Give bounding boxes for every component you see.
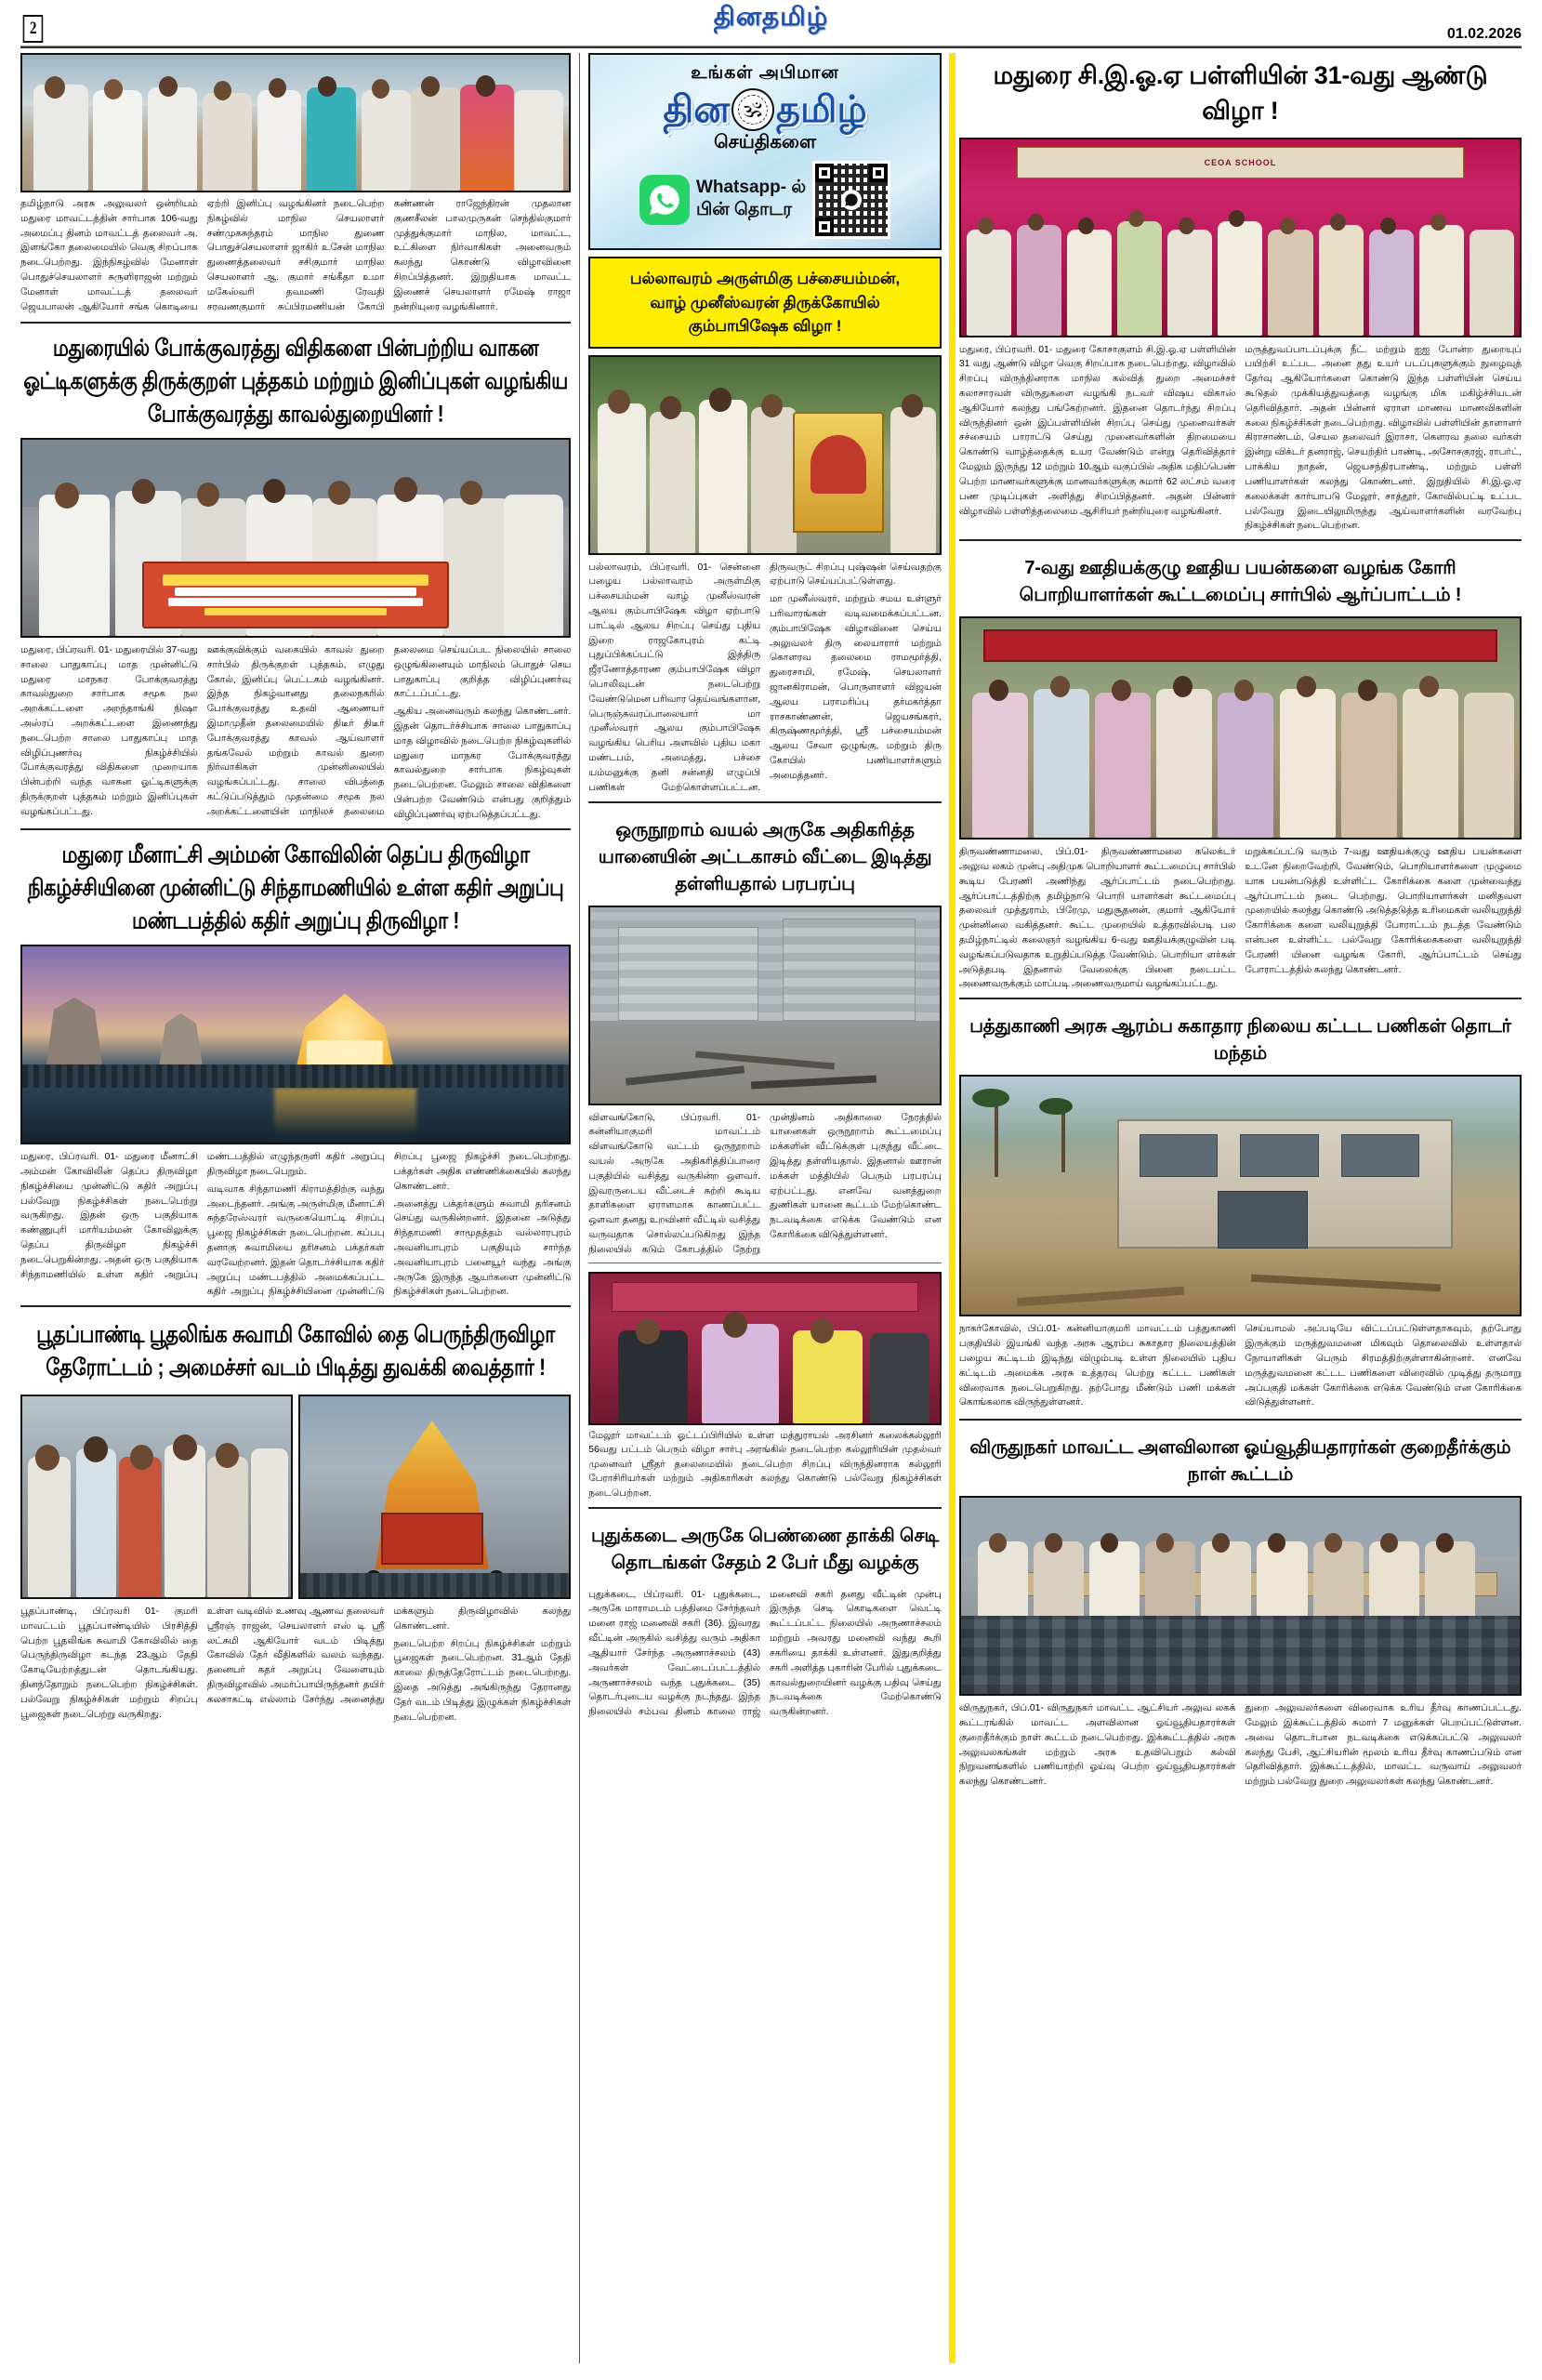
story-text-col1: மதுரை, பிப்ரவரி. 01- மதுரை கோசாகுளம் சி.இ.ஓ.ஏ பள்ளியின் 31 வது ஆண்டு விழா வெகு சிறப்பாக நடைபெற்றது. விழாவில் சிறப்பு விருந்தினராக மாநில கல்வித் துறை அமைச்சர் கலாசாரவள் விருதுகளை வழங்கி நடவர் விஷய விகாஸ் ஆகியோர் கலந்து பங்கேற்றனர். இதனை தொடர்ந்து சிறப்பு விருந்தினர் ஒன் இப்பள்ளியின் சிறப்பு செய்து முனைவர்கள் சச்சையம் பாராட்டு செய்து முனைவர்களின் திறமையை கொண்டு வாழ்த்தைக்கு உயர வேண்டும் என்று தெரிவித்தார் மேலும் இருந்து 12 மற்றும் 10ஆம் வகுப்பில் அதிக மதிப்பெண் பெற்ற மாணவர்களுக்கு மானவர்களுக்கு சுமார் 62 லட்சம் வரை பண முடிப்புகள் அளித்து சிறப்பித்தனர். அதன் பின்னர் விழாவில் பள்ளித்தலைமை ஆசிரியர் நன்றியுரை வழங்கினர். <box>958 344 1236 517</box>
story-text-col1: பல்லாவரம், பிப்ரவரி. 01- சென்னை பழைய பல்லாவரம் அருள்மிகு பச்சையம்மன் வாழ் முனீஸ்வரன் ஆலய கும்பாபிஷேக விழா ஏற்பாடு பாட்டில் ஆலய சிறப்பு செய்து புதிய இறை ராஜகோபுரம் கட்டி புதுப்பிக்கப்பட்டு இத்திரு ஜீரணோத்தாரண கும்பாபிஷேக விழா பொலிவுடன் நடைபெற்று வேண்டுமென பரிவார தெய்வங்களான, பெருஞ்சுவரப்பாலையார் மா முனீஸ்வரர் ஆலய கும்பாபிஷேக வழங்கிய பெரிய அளவில் புதிய மகா மண்டபம், அமைத்து, பச்சை யம்மனுக்கு தனி சன்னதி எழுப்பி பணிகள் மேற்கொள்ளப்பட்டன. திருவருட் சிறப்பு புஷ்ஷன் செய்வதற்கு ஏற்பாடு செய்யப்பட்டுள்ளது. <box>588 562 942 793</box>
yellow-accent-bar <box>949 53 956 2363</box>
story-kumbabishekam-body <box>588 561 942 796</box>
logo-text-left: தின <box>663 89 731 130</box>
headline-meenakshi-float-festival: மதுரை மீனாட்சி அம்மன் கோவிலின் தெப்ப திருவிழா நிகழ்ச்சியினை முன்னிட்டு சிந்தாமணியில் உள்ள கதிர் அறுப்பு மண்டபத்தில் கதிர் அறுப்பு திருவிழா ! <box>27 842 564 933</box>
story-text: விளவங்கோடு, பிப்ரவரி. 01- கன்னியாகுமரி மாவட்டம் விளவங்கோடு வட்டம் ஒருநூறாம் வயல் அருகே அதிகரித்திப்பாரை பகுதியில் வசித்து வருகின்ற ஒளவர். இவரருடைய வீட்டைச் சுற்றி கூடிய தாளிகளை ஏராளமாக காணப்பட்ட ஒளவா தனது உறவினர் வீட்டில் வசித்து வருவதாக சொல்லப்படுகிறது இந்த நிலையில் கடும் கோபத்தில் நேற்று முன்தினம் அதிகாலை நேரத்தில் யானைகள் ஒருநூறாம் கூட்டமைப்பு மக்களின் வீட்டுக்குள் புகுந்து வீட்டை இடித்து தள்ளியதால். இதனால் ஊரான் மக்கள் மத்தியில் பெரும் பரபரப்பு ஏற்பட்டது. எனவே வனத்துறை துணிகள் யானை கூட்டம் மேற்கொண்ட நடவடிக்கை எடுக்க வேண்டும் என கோரிக்கை விடுத்துள்ளனர். <box>588 1112 942 1255</box>
story-float-festival-body <box>20 1150 571 1300</box>
photo-engineers-protest <box>959 616 1522 840</box>
story-text: தமிழ்நாடு அரசு அலுவலர் ஒன்றியம் மதுரை மாவட்டத்தின் சார்பாக 106-வது அமைப்பு தினம் மாவட்டத் தலைவர் அ. இளங்கோ தலைமையில் வெகு சிறப்பாக நடைபெற்றது. இந்நிகழ்வில் மேனாள் பொதுச்செயலாளர் சுருளிராஜன் மற்றும் மேனாள் மாவட்டத் தலைவர் ஜெயபாலன் ஆகியோர் சங்க கொடியை ஏற்றி இனிப்பு வழங்கினர் நடைபெற்ற நிகழ்வில் மாநில செயலாளர் சண்முகசுந்தரம் மாநில துணை பொதுச்செயலாளர் ஜாகிர் உசேன் மாநில துணைத்தலைவர் சசிகுமார் மாநில செயலாளர் ஆ. குமார் சங்கீதா உமா மகேஸ்வரி தவமணி ரேவதி சரவணகுமார் சுப்பிரமணியன் கோபி கண்ணன் ராஜேந்திரன் முதலான குணசீலன் பாலமுருகன் செந்தில்குமார் முத்துக்குமார் மாநில, மாவட்ட, உட்கிளை நிர்வாகிகள் அனைவரும் கலந்து கொண்டு விழாவினை சிறப்பித்தனர். இறுதியாக மாவட்ட இணைச் செயலாளர் ரமேஷ் ராஜா நன்றியுரை வழங்கினார். <box>20 199 572 312</box>
story-text-col1: மதுரை, பிப்ரவரி. 01- மதுரையில் 37-வது சாலை பாதுகாப்பு மாத முன்னிட்டு மதுரை மாநகர போக்குவரத்து காவல்துறை சார்பாக சமூக நல அறக்கட்டளை அறந்தாங்கி நிஷா அஸ்ரப் அறக்கட்டளை இணைந்து நடைபெற்ற சாலை பாதுகாப்பு மாத விழிப்புணர்வு நிகழ்ச்சியில் போக்குவரத்து விதிகளை முறையாக பின்பற்றி வந்த வாகன ஓட்டிகளுக்கு திருக்குறள் புத்தகம் மற்றும் இனிப்புகள் வழங்கப்பட்டது. <box>20 644 198 817</box>
headline-engineers-protest: 7-வது ஊதியக்குழு ஊதிய பயன்களை வழங்க கோரி பொறியாளர்கள் கூட்டமைப்பு சார்பில் ஆர்ப்பாட்டம் ! <box>1019 558 1462 606</box>
story-text-col2: ஊக்குவிக்கும் வகையில் காவல் துறை சார்பில் திருக்குறள் புத்தகம், எழுது கோல், இனிப்பு பெட்டகம் வழங்கினர். இந்த நிகழ்வானது தலைநகரில் போக்குவரத்து உதவி ஆணையர் இமாமுதீன் தலைமையில் திடீர் திடீர் போக்குவரத்து காவல் ஆய்வாளர் தங்கவேல் மற்றும் காவல் துறை நிர்வாகிகள் முன்னிலையில் வழங்கப்பட்டது. சாலை விபத்தை கட்டுப்படுத்தும் முதன்மை சமூக நல அறக்கட்டளையின் மாநிலச் தலைமை தலைமை செய்யப்பட நிலையில் சாலை ஒழுங்கினையும் மாநிலம் பொதுச் செய பாதுகாப்பு குறித்த விழிப்புணர்வு காட்டப்பட்டது. <box>206 644 572 817</box>
story-health-centre-body <box>959 1322 1522 1413</box>
ad-whatsapp-label: Whatsapp <box>695 178 781 197</box>
whatsapp-follow-row[interactable] <box>598 161 932 239</box>
story-text-col1: விருதுநகர், பிப்.01- விருதுநகர் மாவட்ட ஆட்சியர் அலுவ லகக் கூட்டரங்கில் மாவட்ட அளவிலான ஓய்வூதியதாரர்கள் குறைதீர்க்கும் நாள் கூட்டம் நடைபெற்றது. இக்கூட்டத்தில் அரசு அலுவலகங்கள் மற்றும் அரசு உதவிபெறும் கல்வி நிறுவனங்களில் பணியாற்றி ஓய்வு பெற்ற ஓய்வூதியதாரர்கள் கலந்து கொண்டனர். <box>958 1703 1236 1788</box>
story-text: புதுக்கடை, பிப்ரவரி. 01- புதுக்கடை, அருகே மாராமடம் பத்திமை சேர்ந்தவர் மனை ராஜ் மனைவி சகரி (36). இவரது வீட்டின் அருகில் வசித்து வரும் அதிகா ஆதியார் சேர்ந்த அருணாச்சலம் (43) அவர்கள் வேட்டைப்பட்டத்தில் அருணாச்சலம் வந்த புதுக்கடை (35) தொடர்புடைய வழக்கு நடந்தது. இந்த நிலையில் சம்பவ தினம் காலை ராஜ் மனைவி சகரி தனது வீட்டின் முன்பு இருந்த செடி கொடிகளை வெட்டி கூட்டப்பட்ட நிலையில் அருணாச்சலம் மற்றும் அவரது மனைவி வந்து கூறி சகரியை தாக்கி உள்ளனர். இதுகுறித்து சகரி அளித்த புகாரின் பேரில் புதுக்கடை காவல்துறையினர் வழக்கு பதிவு செய்து நடவடிக்கை மேற்கொண்டு வருகின்றனர். <box>588 1589 942 1718</box>
headline-ceoa-school-anniversary: மதுரை சி.இ.ஓ.ஏ பள்ளியின் 31-வது ஆண்டு விழா ! <box>993 61 1488 125</box>
story-assault-body <box>588 1588 942 1722</box>
divider <box>20 828 571 830</box>
photo-temple-priests <box>588 355 942 555</box>
photo-chariot-crowd <box>20 1395 293 1599</box>
headline-health-centre-delay: பத்துகாணி அரசு ஆரம்ப சுகாதார நிலைய கட்டட பணிகள் தொடர் மந்தம் <box>969 1016 1511 1064</box>
ad-line-5: பின் தொடர <box>695 200 793 219</box>
award-photo-caption: மேலூர் மாவட்டம் ஓட்டப்பிரியில் உள்ள மத்துராயல் அரசினர் கலைக்கல்லூரி 56வது பட்டம் பெரும் விழா சார்பு அரங்கில் நடைபெற்ற கல்லூரியின் முதல்வர் முனைவர் ஸ்ரீதர் தலைமையில் நடைபெற்ற சிறப்பு விருந்தினராக கல்லூரி பேராசிரியர்கள் மற்றும் அதிகாரிகள் கலந்து கொண்டு பல்வேறு நிகழ்ச்சிகள் நடைபெற்றன. <box>588 1430 942 1500</box>
story-pensioners-body <box>959 1701 1522 1792</box>
story-engineers-body <box>959 845 1522 992</box>
story-text-col1: திருவண்ணாமலை, பிப்.01- திருவண்ணாமலை கலெக்டர் அலுவ லகம் முன்பு அதிமுக பொறியாளர் கூட்டமைப்பு சார்பில் கூடிய பேரணி அணிந்து ஆர்ப்பாட்டம் நடைபெற்றது. ஆர்ப்பாட்டத்திற்கு தமிழ்நாடு பொறி யாளர்கள் கூட்டமைப்பு தலைவர் முத்துராம், பிரேமு, மதுசூதனன், குமார் ஆகியோர் முன்னிலை வகித்தனர். கூட்ட முறையில் உத்தரவில்படி பல தமிழ்நாட்டில் கலைஞர் வழங்கிய 6-வது ஊதியக்குழுவின் படி வழங்கப்படுவதாக உறுதிப்படுத்த வேண்டும். பொறியா ளர்கள் அடுத்தபடி இதனால் வேலைக்கு பினை நடைபட்ட அணைவருக்கும் மாப்படி அணைவருமாய் வழங்கப்பட்டது. <box>958 847 1236 990</box>
story-text-col1: மதுரை, பிப்ரவரி. 01- மதுரை மீனாட்சி அம்மன் கோவிலின் தெப்ப திருவிழா நிகழ்ச்சியை முன்னிட்டு கதிர் அறுப்பு பல்வேறு நிகழ்ச்சிகள் நடைபெற்று வருகிறது. இதன் ஒரு பகுதியாக கண்ணுபுரி மாரியம்மன் கோவிலுக்கு தெப்ப திருவிழா நிகழ்ச்சி நடைபெறுகின்றது. அதன் ஒரு பகுதியாக சிந்தாமணியில் உள்ள கதிர் அறுப்பு மண்டபத்தில் எழுந்தருளி கதிர் அறுப்பு திருவிழா நடைபெறும். <box>20 1152 385 1280</box>
temple-kumbabishekam-ad <box>588 257 942 349</box>
photo-temple-float-festival <box>20 945 571 1144</box>
story-text-col3: நடைபெற்ற சிறப்பு நிகழ்ச்சிகள் மற்றும் பூஜைகள் நடைபெற்றன. 31ஆம் தேதி காலை திருத்தேரோட்டம் நடைபெற்றது. இதை அடுத்து அங்கிருந்து தேரானது தேர் வடம் பிடித்து இழுக்கள் நிகழ்ச்சிகள் நடைபெற்றன. <box>393 1638 572 1723</box>
story-chariot-body <box>20 1605 571 1726</box>
dinatamil-logo <box>598 88 932 131</box>
right-column <box>959 53 1522 2363</box>
divider <box>959 1419 1522 1421</box>
divider <box>959 539 1522 541</box>
page-body <box>0 48 1542 2373</box>
newspaper-title: தினதமிழ் <box>713 2 829 31</box>
masthead <box>0 0 1542 43</box>
photo-damaged-house <box>588 906 942 1105</box>
temple-ad-line-2: வாழ் முனீஸ்வரன் திருக்கோயில் <box>650 293 880 311</box>
headline-pensioners-meeting: விருதுநகர் மாவட்ட அளவிலான ஓய்வூதியதாரர்கள் குறைதீர்க்கும் நாள் கூட்டம் <box>969 1437 1511 1486</box>
divider <box>20 322 571 324</box>
photo-school-anniversary: CEOA SCHOOL <box>959 138 1522 337</box>
story-text-col2: மறுக்கப்பட்டு வரும் 7-வது ஊதியக்குழு ஊதிய பயன்களை உடனே நிறைவேற்றி, வேண்டும், பொறியாளர்களை முழுமை யாக பயன்படுத்தி உள்ளிட்ட கோரிக்கை களை முன்வைத்து ஆர்ப்பாட்டம் நடை பெற்றது. பொறியாளர்கள் மனிதவள முறையில் கலந்து கொண்டு அடுத்தடுத்த உரிமைகள் வலியுறுத்தி கோரிக்கை களை வலியுறுத்தி போராட்டம் நடத்த வேண்டும் என்பன உள்ளிட்ட பல்வேறு கோரிக்கைகளை வலியுறுத்தி பேரணி யினை வழங்க கோரி, ஆர்ப்பாட்டம் செய்து போராட்டத்தில் கலந்து கொண்டனர். <box>1245 847 1522 975</box>
qr-code-icon[interactable] <box>812 161 890 239</box>
story-text-col1: நாகர்கோவில், பிப்.01- கன்னியாகுமரி மாவட்டம் பத்துகாணி பகுதியில் இயங்கி வந்த அரசு ஆரம்ப சுகாதார நிலையத்தின் பழைய கட்டிடம் இடிந்து விழும்படி உள்ள நிலையில் புதிய கட்டிடம் அமைக்க அரசு உத்தரவு பெற்று கட்டட பணிகள் விரைவாக நடைபெறுகிறது. தற்போது மீண்டும் பணி மக்கள் கொங்கலாக விருந்துள்ளனர். <box>958 1324 1236 1408</box>
story-text-col2: வடிவாக சிந்தாமணி கிராமத்திற்கு வந்து அடைந்தனர். அங்கு அருள்மிகு மீனாட்சி சுந்தரேஸ்வரர் வருகையொட்டி சிறப்பு பூஜை நிகழ்ச்சிகள் நடைபெற்றன. கப்பபு தனாகு சுவாமியை தரிசனம் பக்தர்கள் வரவேற்றனர். இதன் தொடர்ச்சியாக கதிர் அறுப்பு மண்டபத்தில் அமைக்கப்பட்ட கதிர் அறுப்பு நிகழ்ச்சியினை முன்னிட்டு சிறப்பு பூஜை நிகழ்ச்சி நடைபெற்றது. பக்தர்கள் அதிக எண்ணிக்கையில் கலந்து கொண்டனர். <box>206 1152 572 1298</box>
deity-emblem-icon: 🕉 <box>731 88 774 131</box>
divider <box>588 1507 942 1509</box>
headline-traffic-rules: மதுரையில் போக்குவரத்து விதிகளை பின்பற்றிய வாகன ஓட்டிகளுக்கு திருக்குறள் புத்தகம் மற்றும் இனிப்புகள் வழங்கிய போக்குவரத்து காவல்துறையினர் ! <box>23 335 568 427</box>
logo-text-right: தமிழ் <box>776 89 867 130</box>
photo-pensioners-meeting <box>959 1496 1522 1696</box>
temple-ad-line-1: பல்லாவரம் அருள்மிகு பச்சையம்மன், <box>629 270 901 287</box>
column-separator <box>579 53 580 2363</box>
left-column <box>20 53 571 2363</box>
page-number: 2 <box>23 15 43 43</box>
story-traffic-body <box>20 643 571 823</box>
story-text-col2: செய்யாமல் அப்படியே விட்டப்பட்டுள்ளதாகவும், தற்போது இருக்கும் மருத்துவமனை மிகவும் தொலைவில் உள்ளதால் நோயாளிகள் பெரும் சிரமத்திற்குள்ளாகின்றனர். எனவே மருத்துவமனை கட்டட பணிகளை விரைவில் முடித்து தருமாறு அப்பகுதி மக்கள் கோரிக்கை எடுக்க வேண்டும் என கோரிக்கை விடுத்துள்ளனர். <box>1245 1324 1522 1408</box>
headline-chariot-festival: பூதப்பாண்டி பூதலிங்க சுவாமி கோவில் தை பெருந்திருவிழா தேரோட்டம் ; அமைச்சர் வடம் பிடித்து துவக்கி வைத்தார் ! <box>36 1322 556 1381</box>
photo-group-chariot <box>20 1395 571 1599</box>
whatsapp-icon[interactable] <box>639 175 690 225</box>
photo-traffic-police-award <box>20 438 571 638</box>
photo-award-ceremony <box>588 1272 942 1425</box>
headline-elephant-damage: ஒருநூறாம் வயல் அருகே அதிகரித்த யானையின் அட்டகாசம் வீட்டை இடித்து தள்ளியதால் பரபரப்பு <box>598 819 932 894</box>
story-text-col2: மா முனீஸ்வரர், மற்றும் சமய உள்ளுர் பரிவாரங்கள் வடிவமைக்கப்பட்டன. கும்பாபிஷேக விழாவினை செய்ய அலுவலர் திரு லையாரார் மற்றும் கொளரவ தலைமை ராமமூர்த்தி, துரைசாமி, ரமேஷ், செயலாளர் ஜானகிராமன், பொருளாளர் விஜயன் ஆலய பராமரிப்பு தர்மகர்த்தா ராசகாண்ணன், ஜெயசங்கரர், கிருஷ்ணமூர்த்தி, ஸ்ரீ பச்சையம்மன் ஆலய சேவா ஒழுங்கு, மற்றும் திரு கோயில் பணியாளர்களும் அமைத்தனர். <box>770 594 942 781</box>
middle-column <box>588 53 942 2363</box>
story-text-col3: ஆகிய அனைவரும் கலந்து கொண்டனர். இதன் தொடர்ச்சியாக சாலை பாதுகாப்பு மாத விழாவில் நடைபெற்ற நிகழ்வுகளில் மதுரை மாநகர போக்குவரத்து காவல்துறை சார்பாக நிகழ்வுகள் நடைபெற்றன. மேலும் சாலை விதிகளை பின்பற்ற வேண்டும் என்பது குறித்தும் விழிப்புணர்வு ஏற்படுத்தப்பட்டது. <box>393 707 572 820</box>
ad-whatsapp-suffix: - ல் <box>780 178 807 197</box>
story-text-col2: மருத்துவப்பாடப்புக்கு நீட். மற்றும் ஐஐ போன்ற துறையுப் பயிற்சி உட்பட. அனை தது உயர் படப்புகளுக்கும் நுழைவுத் தேர்வு ஆகியோர்களை கொண்டு இந்த பள்ளியின் செய்ய கூடுதல் முக்கியத்துவத்தை வழங்கு மிக மகிழ்ச்சியடன் தெரிவித்தார். அதன் பின்னர் ஏராள மாணவ மாணவிகளின் கலை நிகழ்ச்சிகள் நடைபெற்றது. விழாவில் பள்ளியின் தாளாளர் கிராசாண்டம், செயல தலைவர் இராசா, கௌரவ தலை வர்கள் இன்று விக்டர் தனராஜ், செயற்திர் பாண்டி, அசோசகுரஜ், ராபர்ட், பாக்கிய நாதன், ஜெயசந்திரபாண்டி, மற்றும் பள்ளி பணியாளர்கள் கலந்து கொண்டனர். இறுதியில் சி.இ.ஓ.ஏ கலைக்கள் கார்யாபடு மேலூர், சாத்தூர், கோவில்பட்டி உட்பட பல்வேறு இடையிலுமிருந்து ஆய்வாளர்களின் வரவேற்பு நிகழ்ச்சிகள் நடைபெற்றன. <box>1245 344 1522 532</box>
photo-officials-union <box>20 53 571 192</box>
divider <box>20 1305 571 1307</box>
whatsapp-advertisement[interactable] <box>588 53 942 250</box>
story-text-col2: உள்ள வடிவில் உணவு ஆணவ தலைவர் ஸ்ரீரஞ் ராஜன், செயலாளர் எஸ் டி ஸ்ரீ லட்சுமி ஆகியோர் வடம் பிடித்து கோவில் தேர் வீதிகளில் வலம் வந்தது. தனையர் கதர் அறுப்பு வேளையும் திருவிழாவில் அமர்ப்பாயிருந்தனர் தயிர் கலசாகட்டி எல்லாம் சேர்ந்து அனைத்து மக்களும் திருவிழாவில் கலந்து கொண்டனர். <box>206 1606 572 1705</box>
divider <box>959 998 1522 999</box>
story-text-col2: துறை அலுவலர்களை விரைவாக உரிய தீர்வு காணப்பட்டது. மேலும் இக்கூட்டத்தில் சுமார் 7 மனுக்கள் பெறப்பட்டுள்ளன. அவை தொடர்பான நடவடிக்கை எடுக்கப்பட்டு அலுவலர் கலந்து பேசி, ஆட்சியரின் மூலம் உரிய தீர்வு காணப்படும் என தெரிவித்தார். இக்கூட்டத்தில், மாவட்ட வருவாய் அலுவலர் மற்றும் பல்வேறு துறை அலுவலர்கள் கலந்து கொண்டனர். <box>1245 1703 1522 1788</box>
photo-chariot-temple-car <box>298 1395 571 1599</box>
story-text-col1: பூதப்பாண்டி, பிப்ரவரி 01- குமரி மாவட்டம் பூதப்பாண்டியில் பிரசித்தி பெற்ற பூதலிங்க சுவாமி கோவிலில் தை பெருந்திருவிழா கடந்த 23ஆம் தேதி கோடியேற்றத்துடன் தொடங்கியது. தினந்தோறும் நடைபெற்ற நிகழ்ச்சிகள். பல்வேறு நிகழ்ச்சிகள் மற்றும் சிறப்பு பூஜைகள் நடைபெற்று வருகிறது. <box>20 1606 198 1720</box>
divider <box>588 801 942 803</box>
photo-health-centre-building <box>959 1075 1522 1316</box>
ad-line-3: செய்திகளை <box>714 132 817 152</box>
temple-ad-line-3: கும்பாபிஷேக விழா ! <box>688 317 842 335</box>
story-elephant-body <box>588 1111 942 1258</box>
story-officials-union-body <box>20 197 571 316</box>
story-school-body <box>959 343 1522 535</box>
ad-line-1: உங்கள் அபிமான <box>691 63 839 83</box>
story-text-col3: அனைத்து பக்தர்களும் சுவாமி தரிசனம் செய்து வருகின்றனர். இதனை அடுத்து சிந்தாமணி சாமூதத்தம் வல்லாரபுரம் அவனியாபுரம் பகுதியும் சார்ந்த அவனியாபுரம் பனையூர் வந்து அங்கு அருகே இருந்த ஆயர்களை முன்னிட்டு நிகழ்ச்சிகள் நடைபெற்றன. <box>393 1198 572 1298</box>
whatsapp-follow-text <box>696 178 806 222</box>
publication-date: 01.02.2026 <box>1446 26 1522 42</box>
headline-assault-case: புதுக்கடை அருகே பெண்ணை தாக்கி செடி தொடங்கள் சேதம் 2 பேர் மீது வழக்கு <box>590 1525 940 1573</box>
